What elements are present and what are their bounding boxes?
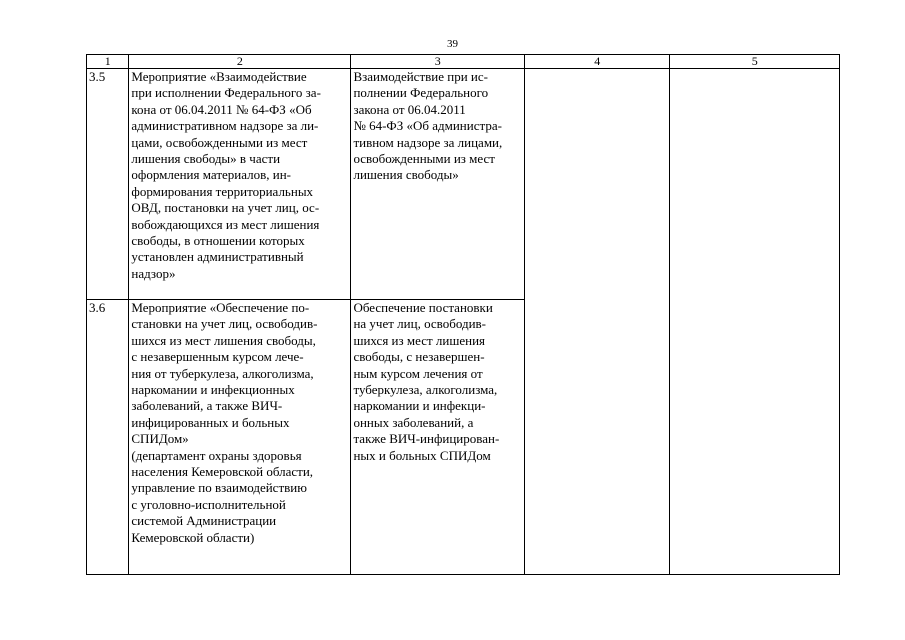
cell-text-line: ОВД, постановки на учет лиц, ос- — [131, 200, 320, 216]
cell-text-line: ным курсом лечения от — [353, 365, 483, 381]
cell-text-line: Обеспечение постановки — [353, 300, 493, 315]
cell-text-line: онных заболеваний, а — [353, 414, 474, 430]
cell-text-line: Взаимодействие при ис- — [353, 69, 488, 84]
cell-text-line: Кемеровской области) — [131, 529, 255, 545]
cell-text-line: кона от 06.04.2011 № 64-ФЗ «Об — [131, 101, 312, 117]
table-row — [87, 69, 840, 300]
header-cell-2: 2 — [129, 55, 351, 69]
measure-result-cell — [351, 69, 525, 300]
cell-text-line: ных и больных СПИДом — [353, 447, 491, 463]
header-cell-1: 1 — [87, 55, 129, 69]
cell-text-line: также ВИЧ-инфицирован- — [353, 431, 500, 447]
cell-text-line: лишения свободы» — [353, 167, 459, 183]
measure-result-cell — [351, 300, 525, 575]
header-cell-4: 4 — [525, 55, 670, 69]
cell-text-line: наркомании и инфекци- — [353, 398, 486, 414]
cell-text-line: административном надзоре за ли- — [131, 118, 319, 134]
cell-text-line: № 64-ФЗ «Об администра- — [353, 118, 502, 134]
cell-text-line: при исполнении Федерального за- — [131, 85, 321, 101]
cell-text-line: формирования территориальных — [131, 183, 314, 199]
cell-text-line: с незавершенным курсом лече- — [131, 349, 304, 365]
row-number: 3.5 — [87, 69, 129, 300]
cell-text-line: закона от 06.04.2011 — [353, 101, 466, 117]
page-number: 39 — [447, 38, 458, 50]
cell-text-line: Мероприятие «Обеспечение по- — [131, 300, 310, 315]
cell-text-line: на учет лиц, освободив- — [353, 316, 486, 332]
header-cell-3: 3 — [351, 55, 525, 69]
cell-text-line: лишения свободы» в части — [131, 151, 281, 167]
cell-text-line: наркомании и инфекционных — [131, 382, 295, 398]
cell-text-line: установлен административный — [131, 249, 304, 265]
cell-text-line: цами, освобожденными из мест — [131, 134, 308, 150]
header-row — [87, 55, 840, 69]
cell-text-line: оформления материалов, ин- — [131, 167, 291, 183]
column-5-cell — [670, 69, 840, 575]
cell-text-line: свободы, с незавершен- — [353, 349, 485, 365]
cell-text-line: туберкулеза, алкоголизма, — [353, 382, 498, 398]
cell-text-line: инфицированных и больных — [131, 414, 290, 430]
cell-text-line: ния от туберкулеза, алкоголизма, — [131, 365, 314, 381]
cell-text-line: шихся из мест лишения свободы, — [131, 332, 316, 348]
measure-description-cell — [129, 300, 351, 575]
cell-text-line: (департамент охраны здоровья — [131, 447, 302, 463]
cell-text-line: СПИДом» — [131, 431, 189, 447]
measure-description-cell — [129, 69, 351, 300]
cell-text-line: тивном надзоре за лицами, — [353, 134, 503, 150]
cell-text-line: населения Кемеровской области, — [131, 464, 314, 480]
cell-text-line: с уголовно-исполнительной — [131, 496, 286, 512]
cell-text-line: надзор» — [131, 265, 176, 281]
cell-text-line: заболеваний, а также ВИЧ- — [131, 398, 283, 414]
cell-text-line: шихся из мест лишения — [353, 332, 486, 348]
measures-table — [86, 54, 840, 575]
cell-text-line: вобождающихся из мест лишения — [131, 216, 320, 232]
cell-text-line: освобожденными из мест — [353, 151, 495, 167]
cell-text-line: полнении Федерального — [353, 85, 489, 101]
cell-text-line: управление по взаимодействию — [131, 480, 307, 496]
cell-text-line: системой Администрации — [131, 513, 277, 529]
cell-text-line: Мероприятие «Взаимодействие — [131, 69, 307, 84]
cell-text-line: свободы, в отношении которых — [131, 233, 305, 249]
header-cell-5: 5 — [670, 55, 840, 69]
cell-text-line: становки на учет лиц, освободив- — [131, 316, 318, 332]
row-number: 3.6 — [87, 300, 129, 575]
column-4-cell — [525, 69, 670, 575]
